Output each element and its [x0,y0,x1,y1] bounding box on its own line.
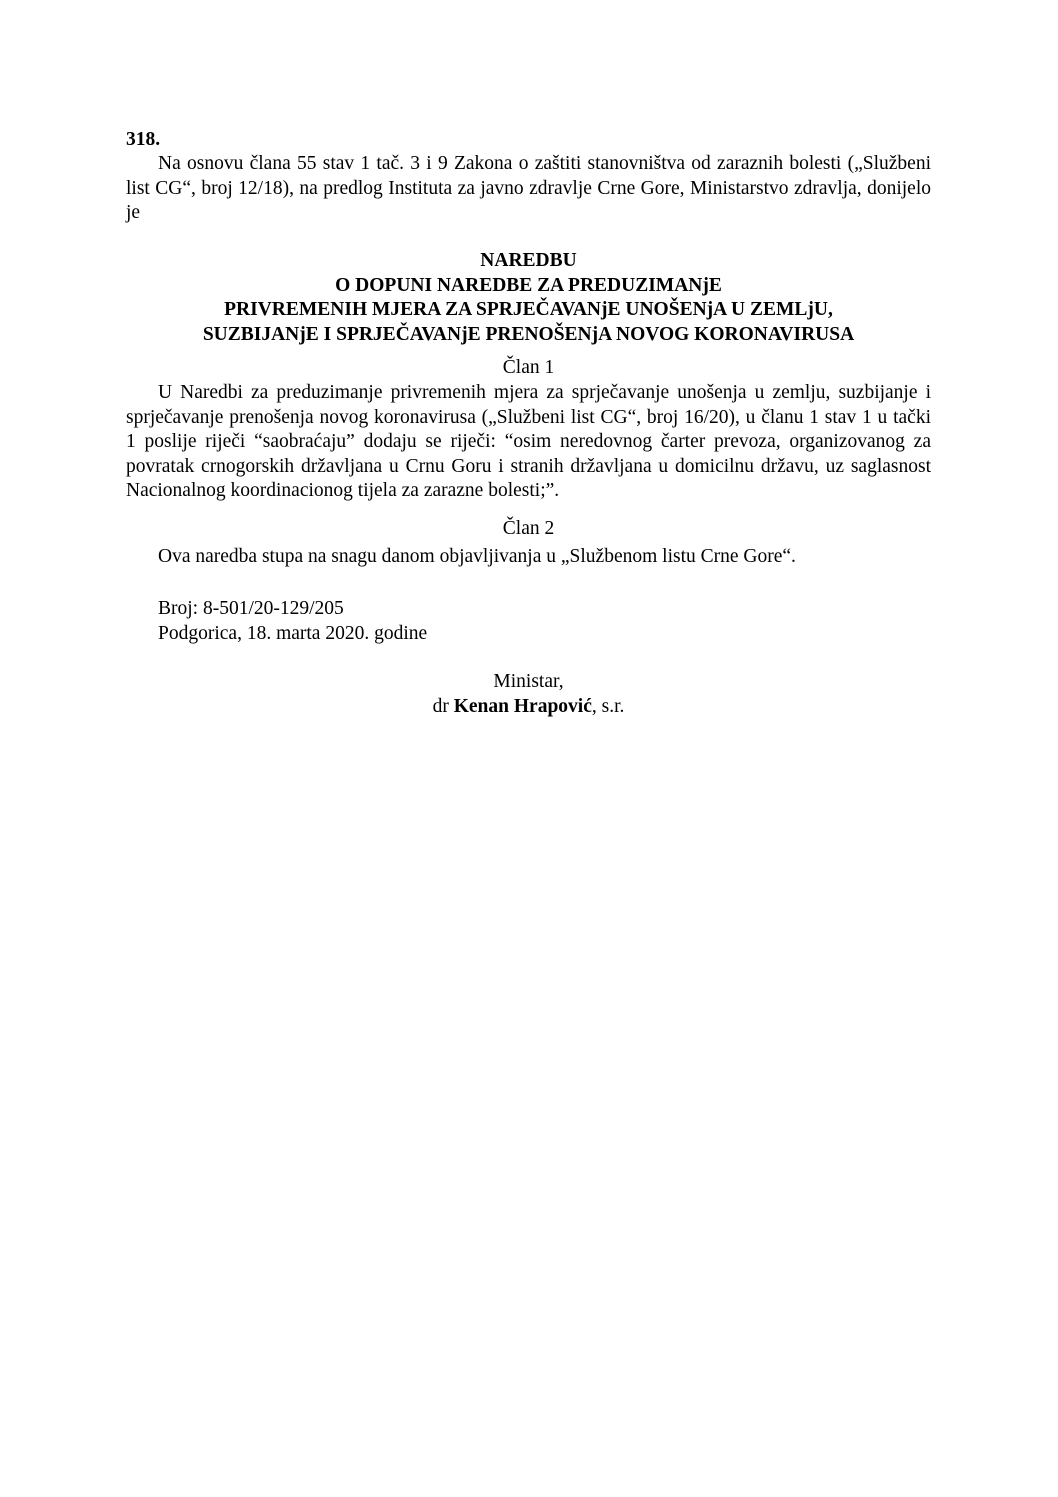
preamble-paragraph: Na osnovu člana 55 stav 1 tač. 3 i 9 Zakona o zaštiti stanovništva od zaraznih bolesti („Službeni list CG“, broj 12/18), na predlog Instituta za javno zdravlje Crne Gore, Ministarstvo zdravlja, donijelo je [126,153,931,223]
signature-line [126,695,931,720]
signature-prefix: dr [432,695,449,717]
document-title [126,249,931,347]
reference-number: Broj: 8-501/20-129/205 [158,598,344,619]
signature-suffix: , s.r. [591,695,625,717]
reference-place-date: Podgorica, 18. marta 2020. godine [158,622,428,644]
signature-block [126,670,931,719]
document-number: 318. [126,129,161,150]
title-line: O DOPUNI NAREDBE ZA PREDUZIMANjE [335,274,722,296]
title-line: NAREDBU [480,250,577,271]
article-2-heading: Član 2 [502,518,555,539]
signature-role: Ministar, [493,671,564,692]
title-line: PRIVREMENIH MJERA ZA SPRJEČAVANjE UNOŠENjA U ZEMLjU, [224,299,833,320]
title-line: SUZBIJANjE I SPRJEČAVANjE PRENOŠENjA NOVOG KORONAVIRUSA [202,323,855,345]
article-1-heading: Član 1 [502,357,555,378]
signature-name: Kenan Hrapović [453,695,592,717]
reference-block [158,597,427,646]
article-1-text: U Naredbi za preduzimanje privremenih mjera za sprječavanje unošenja u zemlju, suzbijanje i sprječavanje prenošenja novog koronavirusa („Službeni list CG“, broj 16/20), u članu 1 stav 1 u tački 1 poslije riječi “saobraćaju” dodaju se riječi: “osim neredovnog čarter prevoza, organizovanog za povratak crnogorskih državljana u Crnu Goru i stranih državljana u domicilnu državu, uz saglasnost Nacionalnog koordinacionog tijela za zarazne bolesti;”. [126,382,931,501]
article-2-text: Ova naredba stupa na snagu danom objavljivanja u „Službenom listu Crne Gore“. [158,546,796,567]
